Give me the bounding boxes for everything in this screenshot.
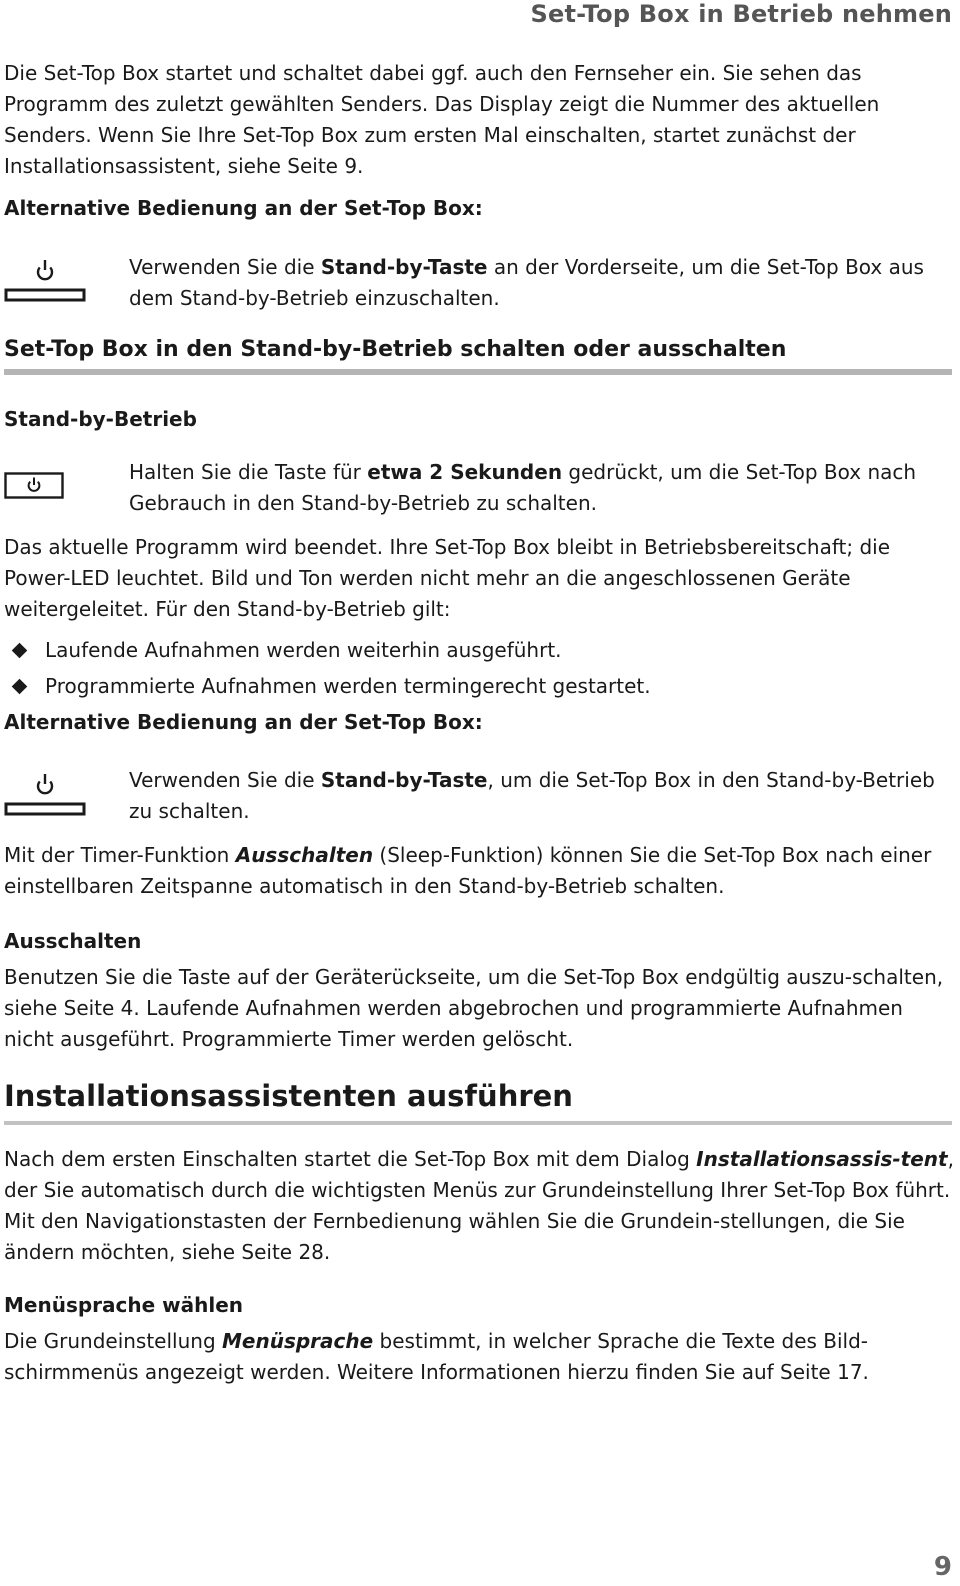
alt-operation-text-1: Verwenden Sie die Stand-by-Taste an der Vorderseite, um die Set-Top Box aus dem Stand-by-Betrieb einzuschalten. (129, 255, 924, 310)
standby-instruction: Halten Sie die Taste für etwa 2 Sekunden gedrückt, um die Set-Top Box nach Gebrauch in den Stand-by-Betrieb zu schalten. (129, 460, 917, 515)
section-divider-standby (4, 369, 952, 375)
intro-paragraph: Die Set-Top Box startet und schaltet dabei ggf. auch den Fernseher ein. Sie sehen das Programm des zuletzt gewählten Senders. Das Display zeigt die Nummer des aktuellen Senders. Wenn Sie Ihre Set-Top Box zum ersten Mal einschalten, startet zunächst der Installationsassistent, siehe Seite 9. (4, 61, 880, 178)
page-header-title: Set-Top Box in Betrieb nehmen (530, 0, 952, 28)
alt-operation-heading-2: Alternative Bedienung an der Set-Top Box: (4, 710, 483, 734)
diamond-bullet-icon (12, 642, 28, 658)
section-divider-install (4, 1121, 952, 1125)
section-title-standby: Set-Top Box in den Stand-by-Betrieb schalten oder ausschalten (4, 337, 787, 362)
standby-description: Das aktuelle Programm wird beendet. Ihre Set-Top Box bleibt in Betriebsbereitschaft; die Power-LED leuchtet. Bild und Ton werden nicht mehr an die angeschlossenen Geräte weitergeleitet. Für den Stand-by-Betrieb gilt: (4, 535, 891, 621)
off-heading: Ausschalten (4, 929, 142, 953)
install-paragraph: Nach dem ersten Einschalten startet die Set-Top Box mit dem Dialog Installationsassis-tent, der Sie automatisch durch die wichtigsten Menüs zur Grundeinstellung Ihrer Set-Top Box führt. Mit den Navigationstasten der Fernbedienung wählen Sie die Grundein-stellungen, die Sie ändern möchten, siehe Seite 28. (4, 1147, 954, 1264)
alt-operation-heading-1: Alternative Bedienung an der Set-Top Box: (4, 196, 483, 220)
list-item: Programmierte Aufnahmen werden termingerecht gestartet. (4, 672, 651, 700)
standby-heading: Stand-by-Betrieb (4, 407, 197, 431)
off-paragraph: Benutzen Sie die Taste auf der Geräterückseite, um die Set-Top Box endgültig auszu-schalten, siehe Seite 4. Laufende Aufnahmen werden abgebrochen und programmierte Aufnahmen nicht ausgeführt. Programmierte Timer werden gelöscht. (4, 965, 944, 1051)
standby-button-front-icon (4, 258, 86, 306)
list-item: Laufende Aufnahmen werden weiterhin ausgeführt. (4, 636, 562, 664)
section-title-install: Installationsassistenten ausführen (4, 1079, 573, 1113)
diamond-bullet-icon (12, 678, 28, 694)
timer-paragraph: Mit der Timer-Funktion Ausschalten (Sleep-Funktion) können Sie die Set-Top Box nach einer einstellbaren Zeitspanne automatisch in den Stand-by-Betrieb schalten. (4, 843, 932, 898)
language-heading: Menüsprache wählen (4, 1293, 244, 1317)
language-paragraph: Die Grundeinstellung Menüsprache bestimmt, in welcher Sprache die Texte des Bild-schirmmenüs angezeigt werden. Weitere Informationen hierzu finden Sie auf Seite 17. (4, 1329, 869, 1384)
standby-button-front-icon (4, 772, 86, 820)
alt-operation-text-2: Verwenden Sie die Stand-by-Taste, um die Set-Top Box in den Stand-by-Betrieb zu schalten. (129, 768, 935, 823)
standby-key-icon (4, 472, 64, 500)
page-number: 9 (933, 1552, 952, 1582)
